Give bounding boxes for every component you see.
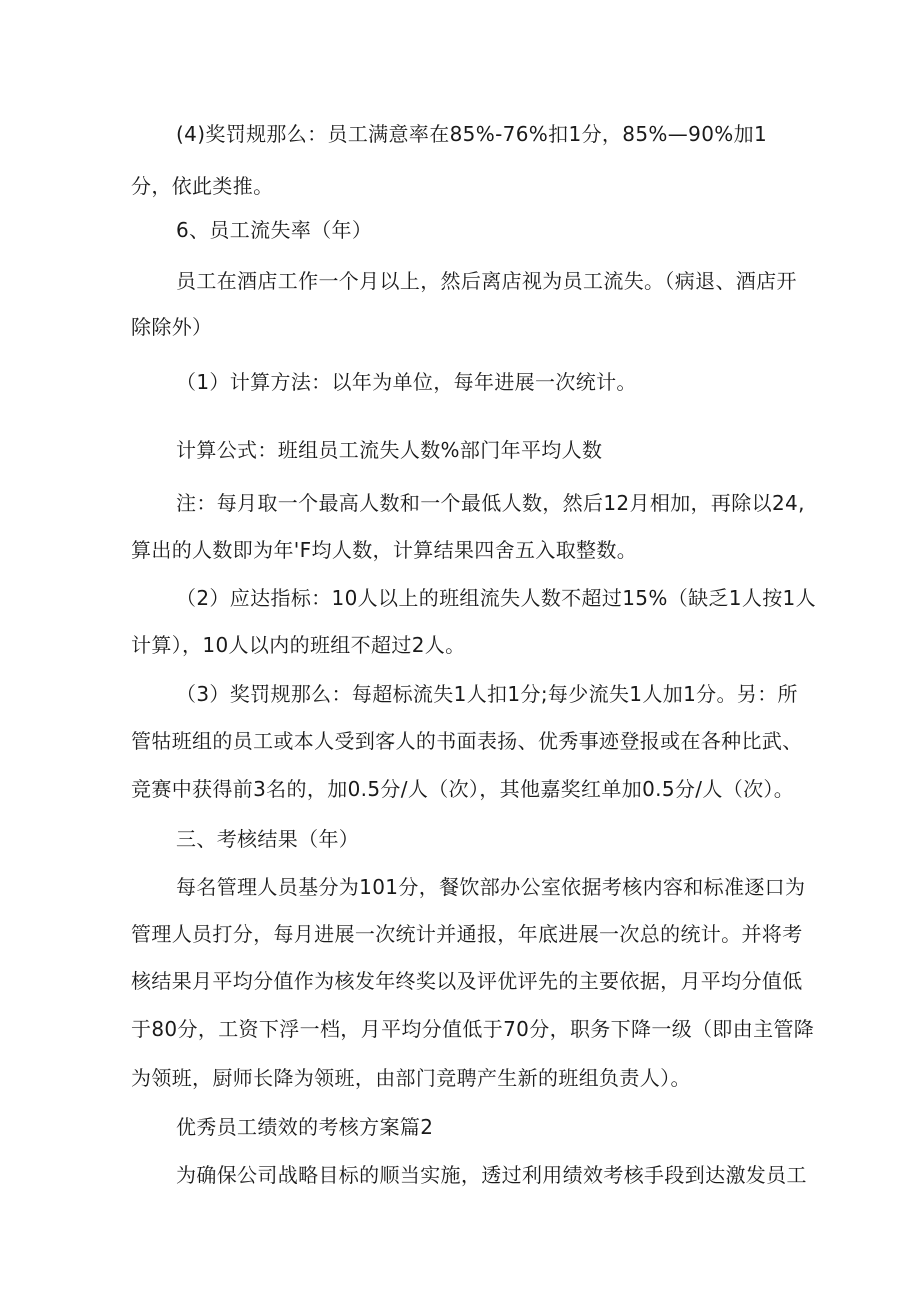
section-heading-turnover-rate: 6、员工流失率（年） — [176, 218, 373, 242]
paragraph-note-line-1: 注：每月取一个最高人数和一个最低人数，然后12月相加，再除以24, — [176, 491, 805, 515]
paragraph-target-line-2: 计算），10人以内的班组不超过2人。 — [131, 633, 466, 657]
paragraph-reward-rule-line-2: 分，依此类推。 — [131, 174, 274, 198]
paragraph-results-line-5: 为领班，厨师长降为领班，由部门竞聘产生新的班组负责人）。 — [131, 1066, 691, 1090]
paragraph-penalty-line-1: （3）奖罚规那么：每超标流失1人扣1分;每少流失1人加1分。另：所 — [176, 682, 798, 706]
paragraph-penalty-line-2: 管牯班组的员工或本人受到客人的书面表扬、优秀事迹登报或在各种比武、 — [131, 729, 803, 753]
paragraph-penalty-line-3: 竞赛中获得前3名的，加0.5分/人（次），其他嘉奖红单加0.5分/人（次）。 — [131, 777, 795, 801]
paragraph-results-line-2: 管理人员打分，每月进展一次统计并通报，年底进展一次总的统计。并将考 — [131, 922, 803, 946]
paragraph-calculation-method: （1）计算方法：以年为单位，每年进展一次统计。 — [176, 370, 637, 394]
paragraph-results-line-3: 核结果月平均分值作为核发年终奖以及评优评先的主要依据，月平均分值低 — [131, 969, 803, 993]
paragraph-turnover-definition-line-2: 除除外） — [131, 315, 213, 339]
paragraph-results-line-1: 每名管理人员基分为101分，餐饮部办公室依据考核内容和标准逐口为 — [176, 875, 806, 899]
section-heading-assessment-results: 三、考核结果（年） — [176, 827, 360, 851]
paragraph-turnover-definition-line-1: 员工在酒店工作一个月以上，然后离店视为员工流失。（病退、酒店开 — [176, 269, 797, 293]
paragraph-target-line-1: （2）应达指标：10人以上的班组流失人数不超过15%（缺乏1人按1人 — [176, 586, 816, 610]
section-heading-plan-2: 优秀员工绩效的考核方案篇2 — [176, 1115, 434, 1139]
paragraph-results-line-4: 于80分，工资下浮一档，月平均分值低于70分，职务下降一级（即由主管降 — [131, 1017, 815, 1041]
paragraph-reward-rule-line-1: (4)奖罚规那么：员工满意率在85%-76%扣1分，85%—90%加1 — [176, 122, 768, 146]
paragraph-plan-2-line-1: 为确保公司战略目标的顺当实施，透过利用绩效考核手段到达激发员工 — [176, 1163, 807, 1187]
paragraph-note-line-2: 算出的人数即为年'F均人数，计算结果四舍五入取整数。 — [131, 538, 638, 562]
paragraph-calculation-formula: 计算公式：班组员工流失人数%部门年平均人数 — [176, 438, 603, 462]
